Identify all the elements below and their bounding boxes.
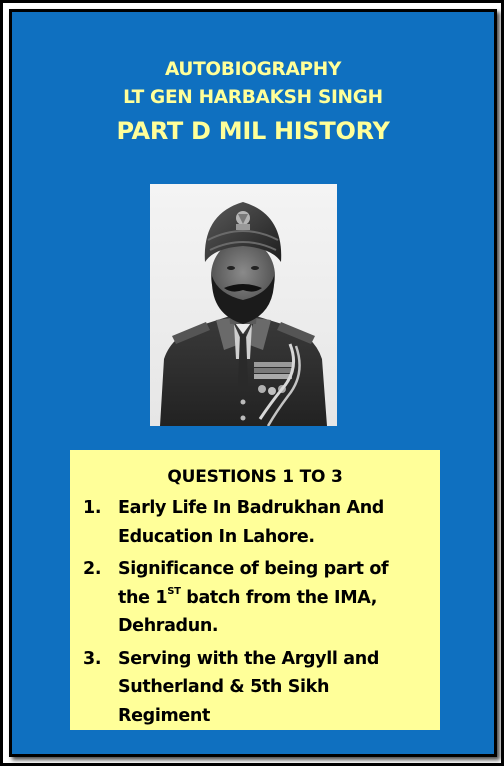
ordinal-superscript: ST xyxy=(167,585,181,597)
question-text-line: Education In Lahore. xyxy=(118,526,315,547)
question-text-line xyxy=(118,584,440,613)
questions-heading: QUESTIONS 1 TO 3 xyxy=(167,467,343,487)
question-text-line: Significance of being part of xyxy=(118,559,389,579)
question-text-segment: the 1 xyxy=(118,587,168,608)
question-item xyxy=(70,645,440,731)
title-author-name: LT GEN HARBAKSH SINGH xyxy=(123,87,383,108)
question-number: 2. xyxy=(83,559,102,579)
question-number: 3. xyxy=(83,648,102,669)
question-text-line: Dehradun. xyxy=(118,616,219,636)
question-item xyxy=(70,555,440,641)
question-text-line: Sutherland & 5th Sikh xyxy=(118,677,330,697)
question-text-segment: batch from the IMA, xyxy=(180,587,378,608)
question-text-line: Early Life In Badrukhan And xyxy=(118,498,384,518)
question-text-line: Regiment xyxy=(118,705,210,726)
questions-box xyxy=(70,450,440,730)
question-item xyxy=(70,494,440,551)
title-part: PART D MIL HISTORY xyxy=(116,117,390,145)
title-block xyxy=(12,56,494,148)
question-text-line: Serving with the Argyll and xyxy=(118,648,379,669)
portrait-image xyxy=(150,184,337,426)
cover-panel xyxy=(9,9,497,757)
questions-list xyxy=(70,494,440,730)
question-number: 1. xyxy=(83,498,102,518)
title-autobiography: AUTOBIOGRAPHY xyxy=(164,59,342,80)
portrait-photo xyxy=(150,184,337,426)
